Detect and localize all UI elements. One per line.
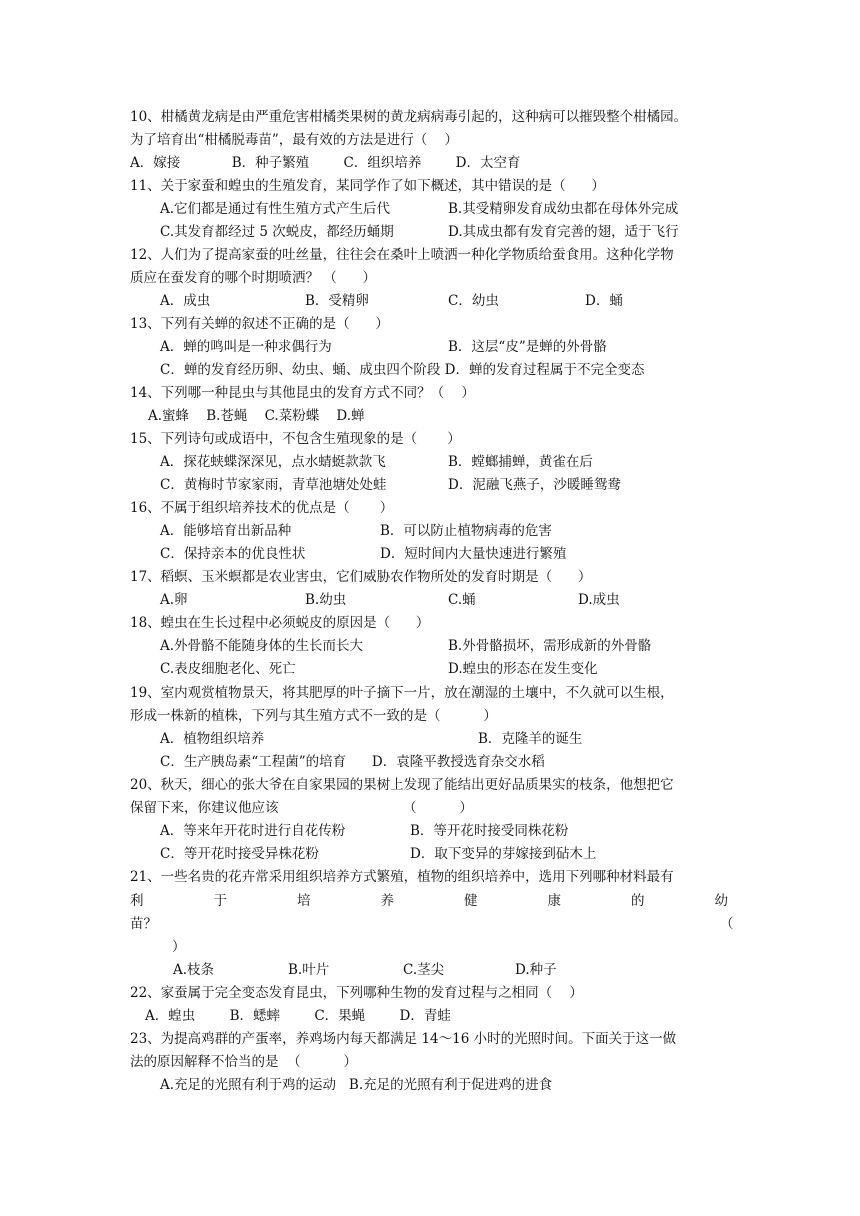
q21-stem-line3: 苗？ xyxy=(130,916,157,932)
q11-option-b: B.其受精卵发育成幼虫都在母体外完成 xyxy=(448,201,679,217)
q21-word: 的 xyxy=(631,893,645,909)
q13-option-a: A．蝉的鸣叫是一种求偶行为 xyxy=(160,339,332,355)
q21-word: 养 xyxy=(380,893,394,909)
q21-word: 于 xyxy=(213,893,227,909)
q22-stem: 22、家蚕属于完全变态发育昆虫，下列哪种生物的发育过程与之相同（ ） xyxy=(130,985,583,1001)
q14-stem: 14、下列哪一种昆虫与其他昆虫的发育方式不同？（ ） xyxy=(130,385,475,401)
q12-stem-line1: 12、人们为了提高家蚕的吐丝量，往往会在桑叶上喷洒一种化学物质给蚕食用。这种化学物 xyxy=(130,247,674,263)
q21-word: 幼 xyxy=(714,893,728,909)
q21-word: 康 xyxy=(547,893,561,909)
q21-word: 利 xyxy=(130,893,144,909)
q21-paren-close: ） xyxy=(172,939,186,955)
q18-option-d: D.蝗虫的形态在发生变化 xyxy=(448,661,598,677)
q23-stem-line2: 法的原因解释不恰当的是 （ ） xyxy=(130,1054,357,1070)
q17-option-d: D.成虫 xyxy=(578,592,620,608)
q16-option-c: C．保持亲本的优良性状 xyxy=(160,546,306,562)
q12-option-d: D．蛹 xyxy=(585,293,623,309)
q20-stem-line2: 保留下来，你建议他应该 xyxy=(130,800,279,816)
q17-option-a: A.卵 xyxy=(160,592,188,608)
q21-word: 健 xyxy=(464,893,478,909)
q10-stem-line2: 为了培育出“柑橘脱毒苗”，最有效的方法是进行（ ） xyxy=(130,132,458,148)
q11-option-c: C.其发育都经过 5 次蜕皮，都经历蛹期 xyxy=(160,224,394,240)
q15-option-c: C．黄梅时节家家雨，青草池塘处处蛙 xyxy=(160,477,387,493)
q15-stem: 15、下列诗句或成语中，不包含生殖现象的是（ ） xyxy=(130,431,461,447)
q14-options: A.蜜蜂 B.苍蝇 C.菜粉蝶 D.蝉 xyxy=(148,408,365,424)
q13-option-b: B．这层“皮”是蝉的外骨骼 xyxy=(448,339,607,355)
q11-stem: 11、关于家蚕和蝗虫的生殖发育，某同学作了如下概述，其中错误的是（ ） xyxy=(130,178,605,194)
q22-options: A．蝗虫 B．蟋蟀 C．果蝇 D．青蛙 xyxy=(145,1008,451,1024)
q21-option-a: A.枝条 xyxy=(173,962,215,978)
q21-word: 培 xyxy=(297,893,311,909)
q21-option-d: D.种子 xyxy=(515,962,557,978)
q10-options: A．嫁接 B．种子繁殖 C．组织培养 D．太空育 xyxy=(130,155,521,171)
q17-stem: 17、稻螟、玉米螟都是农业害虫，它们威胁农作物所处的发育时期是（ ） xyxy=(130,569,592,585)
q10-stem-line1: 10、柑橘黄龙病是由严重危害柑橘类果树的黄龙病病毒引起的，这种病可以摧毁整个柑橘园。 xyxy=(130,109,688,125)
q21-stem-line1: 21、一些名贵的花卉常采用组织培养方式繁殖，植物的组织培养中，选用下列哪种材料最有 xyxy=(130,869,674,885)
q19-option-b: B．克隆羊的诞生 xyxy=(478,731,583,747)
q21-option-c: C.茎尖 xyxy=(403,962,445,978)
q20-answer-blank: （ ） xyxy=(403,800,473,816)
q21-paren-open: （ xyxy=(720,916,734,932)
q23-options-ab: A.充足的光照有利于鸡的运动 B.充足的光照有利于促进鸡的进食 xyxy=(160,1077,553,1093)
q18-option-b: B.外骨骼损坏，需形成新的外骨骼 xyxy=(448,638,652,654)
q12-option-b: B．受精卵 xyxy=(305,293,369,309)
q18-option-a: A.外骨骼不能随身体的生长而长大 xyxy=(160,638,364,654)
q19-stem-line1: 19、室内观赏植物景天，将其肥厚的叶子摘下一片，放在潮湿的土壤中，不久就可以生根， xyxy=(130,685,674,701)
q17-option-b: B.幼虫 xyxy=(305,592,347,608)
q20-option-d: D．取下变异的芽嫁接到砧木上 xyxy=(410,846,597,862)
q20-option-a: A．等来年开花时进行自花传粉 xyxy=(160,823,346,839)
q12-stem-line2: 质应在蚕发育的哪个时期喷洒？ （ ） xyxy=(130,270,377,286)
q16-option-d: D．短时间内大量快速进行繁殖 xyxy=(380,546,567,562)
q15-option-a: A．探花蛱蝶深深见，点水蜻蜓款款飞 xyxy=(160,454,386,470)
q16-option-a: A．能够培育出新品种 xyxy=(160,523,292,539)
q19-options-cd: C．生产胰岛素“工程菌”的培育 D．袁隆平教授选育杂交水稻 xyxy=(160,754,545,770)
q23-stem-line1: 23、为提高鸡群的产蛋率，养鸡场内每天都满足 14～16 小时的光照时间。下面关于这一做 xyxy=(130,1031,677,1047)
q11-option-a: A.它们都是通过有性生殖方式产生后代 xyxy=(160,201,391,217)
q16-option-b: B．可以防止植物病毒的危害 xyxy=(380,523,552,539)
q15-option-d: D．泥融飞燕子，沙暖睡鸳鸯 xyxy=(448,477,621,493)
q15-option-b: B．螳螂捕蝉，黄雀在后 xyxy=(448,454,593,470)
q19-option-a: A．植物组织培养 xyxy=(160,731,265,747)
q18-stem: 18、蝗虫在生长过程中必须蜕皮的原因是（ ） xyxy=(130,615,430,631)
q12-option-c: C．幼虫 xyxy=(448,293,499,309)
q11-option-d: D.其成虫都有发育完善的翅，适于飞行 xyxy=(448,224,679,240)
q20-option-b: B．等开花时接受同株花粉 xyxy=(410,823,569,839)
q13-options-cd: C．蝉的发育经历卵、幼虫、蛹、成虫四个阶段 D．蝉的发育过程属于不完全变态 xyxy=(160,362,645,378)
q18-option-c: C.表皮细胞老化、死亡 xyxy=(160,661,296,677)
q21-option-b: B.叶片 xyxy=(288,962,330,978)
q21-stem-line2 xyxy=(130,890,728,912)
q20-stem-line1: 20、秋天，细心的张大爷在自家果园的果树上发现了能结出更好品质果实的枝条，他想把它 xyxy=(130,777,674,793)
q13-stem: 13、下列有关蝉的叙述不正确的是（ ） xyxy=(130,316,389,332)
q16-stem: 16、不属于组织培养技术的优点是（ ） xyxy=(130,500,394,516)
q20-option-c: C．等开花时接受异株花粉 xyxy=(160,846,319,862)
q19-stem-line2: 形成一株新的植株，下列与其生殖方式不一致的是（ ） xyxy=(130,708,497,724)
q17-option-c: C.蛹 xyxy=(448,592,476,608)
q12-option-a: A．成虫 xyxy=(160,293,211,309)
